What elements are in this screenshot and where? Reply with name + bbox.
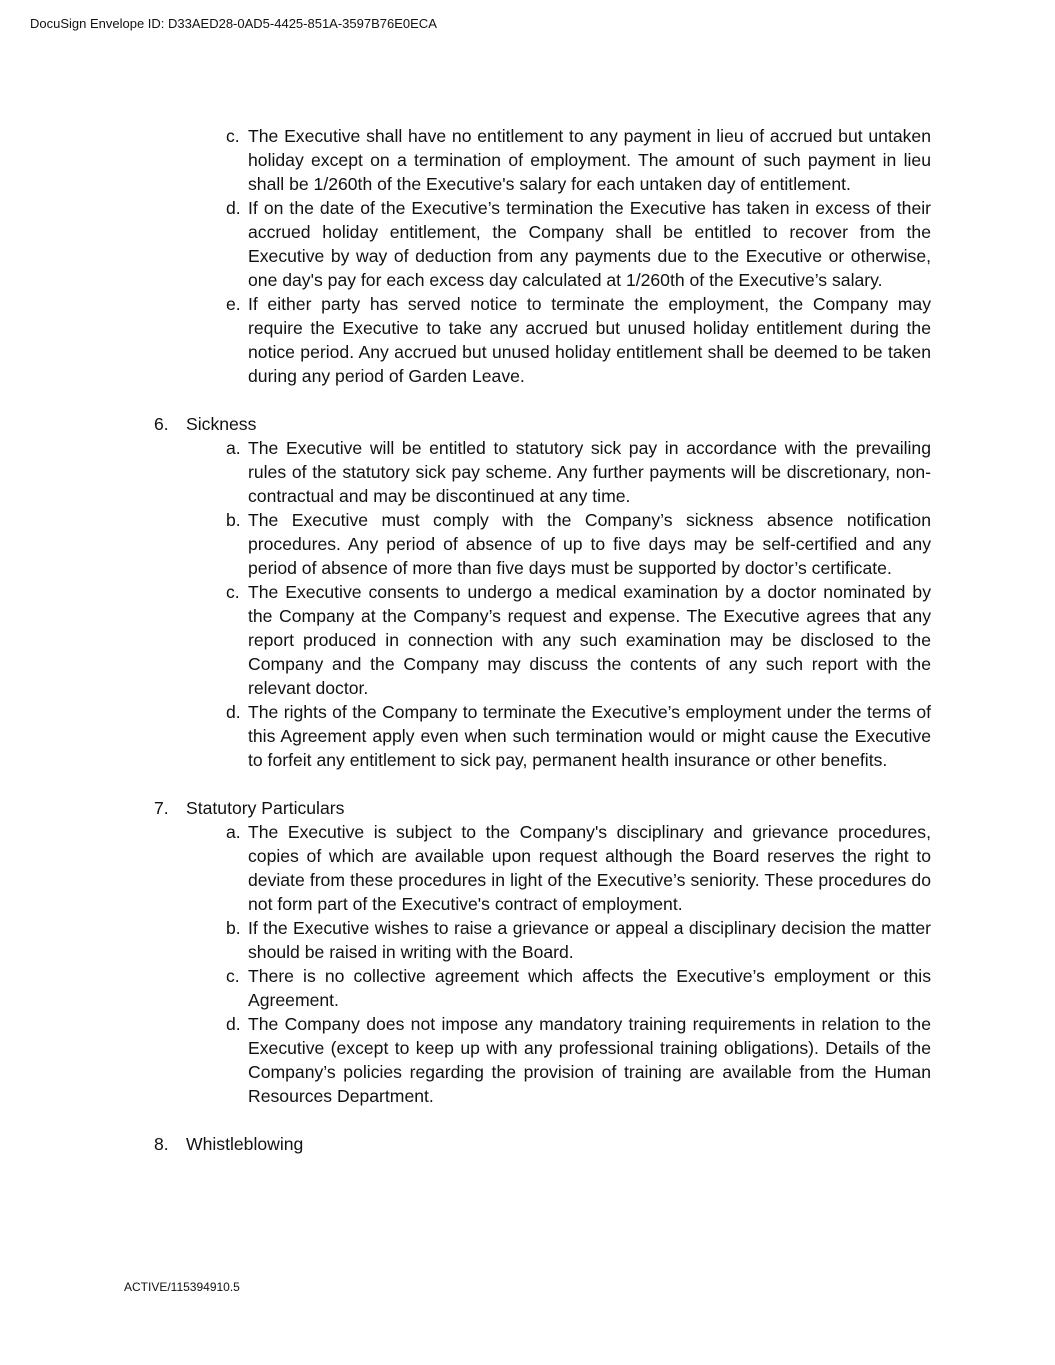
- list-item: [216, 436, 931, 508]
- item-marker: c.: [226, 126, 240, 146]
- item-text: If either party has served notice to terminate the employment, the Company may require the Executive to take any accrued but unused holiday entitlement during the notice period. Any accrued but unused holiday entitlement shall be deemed to be taken during any period of Garden Leave.: [248, 294, 931, 386]
- section-title: Statutory Particulars: [186, 798, 345, 818]
- section-whistleblowing: [154, 1132, 931, 1156]
- section-heading: [154, 1132, 931, 1156]
- list-item: [216, 916, 931, 964]
- list-item: [216, 820, 931, 916]
- item-marker: c.: [226, 582, 240, 602]
- envelope-id: DocuSign Envelope ID: D33AED28-0AD5-4425-851A-3597B76E0ECA: [30, 16, 437, 31]
- section-title: Whistleblowing: [186, 1134, 304, 1154]
- list-item: [216, 508, 931, 580]
- item-marker: b.: [226, 510, 241, 530]
- list-item: [216, 700, 931, 772]
- list-item: [216, 196, 931, 292]
- item-marker: a.: [226, 438, 241, 458]
- item-marker: d.: [226, 1014, 241, 1034]
- list-item: [216, 580, 931, 700]
- document-reference: ACTIVE/115394910.5: [124, 1280, 240, 1294]
- section-number: 8.: [154, 1134, 169, 1154]
- section-statutory-particulars: [154, 796, 931, 1108]
- item-marker: c.: [226, 966, 240, 986]
- item-text: If the Executive wishes to raise a grievance or appeal a disciplinary decision the matter should be raised in writing with the Board.: [248, 918, 931, 962]
- document-body: [154, 124, 931, 1156]
- item-text: The rights of the Company to terminate the Executive’s employment under the terms of this Agreement apply even when such termination would or might cause the Executive to forfeit any entitlement to sick pay, permanent health insurance or other benefits.: [248, 702, 931, 770]
- list-item: [216, 124, 931, 196]
- item-text: The Executive is subject to the Company's disciplinary and grievance procedures, copies of which are available upon request although the Board reserves the right to deviate from these procedures in light of the Executive’s seniority. These procedures do not form part of the Executive's contract of employment.: [248, 822, 931, 914]
- section-heading: [154, 796, 931, 820]
- section-sickness: [154, 412, 931, 772]
- list-item: [216, 292, 931, 388]
- item-text: The Company does not impose any mandatory training requirements in relation to the Executive (except to keep up with any professional training obligations). Details of the Company’s policies regarding the provision of training are available from the Human Resources Department.: [248, 1014, 931, 1106]
- list-item: [216, 964, 931, 1012]
- item-text: The Executive will be entitled to statutory sick pay in accordance with the prevailing rules of the statutory sick pay scheme. Any further payments will be discretionary, non-contractual and may be discontinued at any time.: [248, 438, 931, 506]
- item-marker: a.: [226, 822, 241, 842]
- list-item: [216, 1012, 931, 1108]
- continued-holiday-list: [216, 124, 931, 388]
- section-number: 7.: [154, 798, 169, 818]
- item-text: The Executive shall have no entitlement to any payment in lieu of accrued but untaken holiday except on a termination of employment. The amount of such payment in lieu shall be 1/260th of the Executive's salary for each untaken day of entitlement.: [248, 126, 931, 194]
- item-text: The Executive consents to undergo a medical examination by a doctor nominated by the Company at the Company’s request and expense. The Executive agrees that any report produced in connection with any such examination may be disclosed to the Company and the Company may discuss the contents of any such report with the relevant doctor.: [248, 582, 931, 698]
- section-number: 6.: [154, 414, 169, 434]
- item-marker: d.: [226, 198, 241, 218]
- section-items: [216, 820, 931, 1108]
- item-marker: e.: [226, 294, 241, 314]
- item-text: The Executive must comply with the Company’s sickness absence notification procedures. Any period of absence of up to five days may be self-certified and any period of absence of more than five days must be supported by doctor’s certificate.: [248, 510, 931, 578]
- item-text: There is no collective agreement which affects the Executive’s employment or this Agreement.: [248, 966, 931, 1010]
- item-marker: d.: [226, 702, 241, 722]
- item-marker: b.: [226, 918, 241, 938]
- section-heading: [154, 412, 931, 436]
- section-items: [216, 436, 931, 772]
- item-text: If on the date of the Executive’s termination the Executive has taken in excess of their accrued holiday entitlement, the Company shall be entitled to recover from the Executive by way of deduction from any payments due to the Executive or otherwise, one day's pay for each excess day calculated at 1/260th of the Executive’s salary.: [248, 198, 931, 290]
- section-title: Sickness: [186, 414, 257, 434]
